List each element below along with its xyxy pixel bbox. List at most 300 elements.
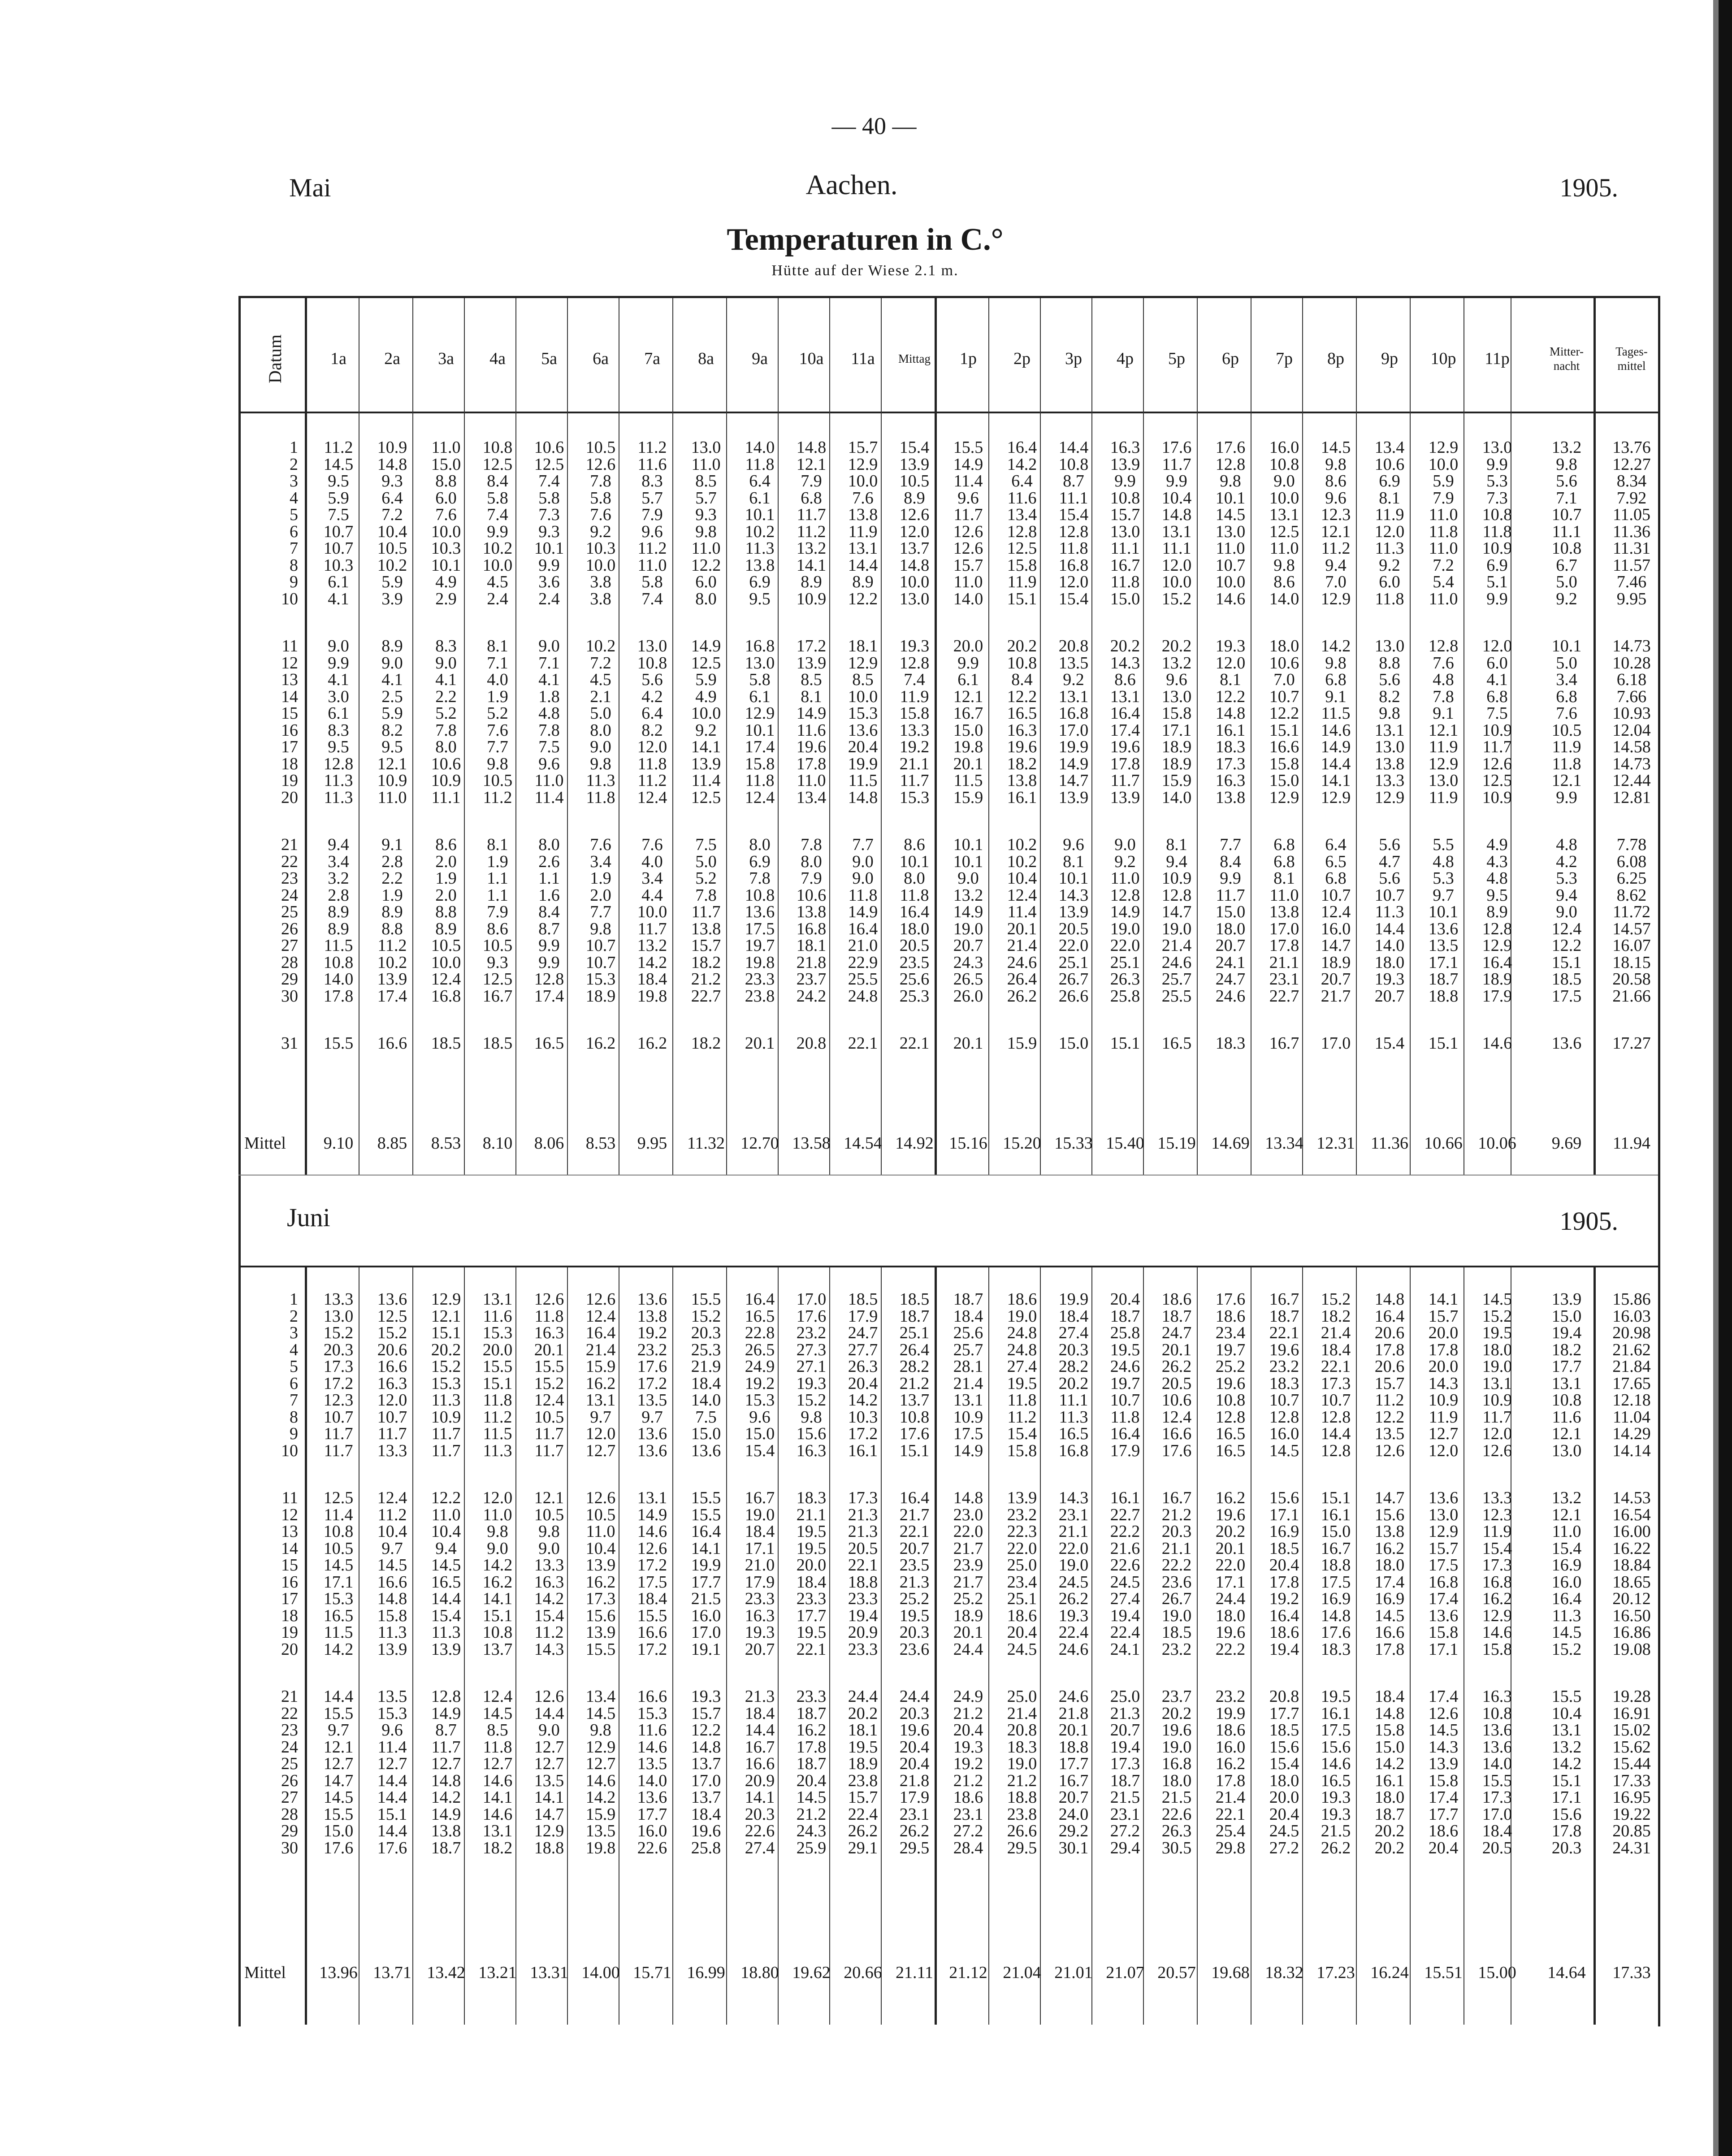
temperature-cell: 13.0 — [1374, 737, 1405, 756]
temperature-cell: 5.7 — [641, 488, 663, 508]
mittel-cell: 20.66 — [844, 1963, 882, 1982]
temperature-cell: 16.2 — [1482, 1589, 1512, 1608]
temperature-cell: 5.0 — [1556, 653, 1577, 672]
temperature-cell: 23.2 — [637, 1340, 667, 1359]
temperature-cell: 20.3 — [691, 1323, 721, 1342]
temperature-cell: 13.5 — [585, 1822, 616, 1840]
temperature-cell: 23.3 — [848, 1640, 878, 1659]
temperature-cell: 17.8 — [1269, 1572, 1299, 1592]
temperature-cell: 29.1 — [848, 1838, 878, 1857]
table-row — [0, 1425, 1732, 1443]
temperature-cell: 9.5 — [328, 737, 349, 756]
temperature-cell: 18.65 — [1612, 1572, 1651, 1592]
temperature-cell: 16.91 — [1612, 1704, 1651, 1723]
temperature-cell: 26.2 — [1058, 1589, 1089, 1608]
temperature-cell: 19.5 — [848, 1737, 878, 1757]
temperature-cell: 22.1 — [1269, 1323, 1299, 1342]
temperature-cell: 19.5 — [1110, 1340, 1140, 1359]
temperature-cell: 14.6 — [482, 1771, 513, 1790]
temperature-cell: 9.5 — [381, 737, 403, 756]
temperature-cell: 11.3 — [324, 771, 353, 790]
temperature-cell: 20.6 — [377, 1340, 407, 1359]
temperature-cell: 15.0 — [745, 1424, 775, 1443]
temperature-cell: 18.4 — [637, 1589, 667, 1608]
temperature-cell: 10.8 — [1482, 1704, 1512, 1723]
temperature-cell: 19.3 — [1321, 1805, 1351, 1824]
temperature-cell: 10.6 — [1161, 1391, 1192, 1410]
date-label: 7 — [290, 539, 298, 558]
temperature-cell: 14.1 — [691, 737, 721, 756]
temperature-cell: 14.5 — [1215, 505, 1246, 524]
temperature-cell: 4.8 — [1556, 835, 1577, 854]
temperature-cell: 19.3 — [1321, 1788, 1351, 1807]
temperature-cell: 14.5 — [1551, 1623, 1582, 1642]
table-row — [0, 755, 1732, 773]
temperature-cell: 16.00 — [1612, 1522, 1651, 1541]
temperature-cell: 14.5 — [377, 1556, 407, 1575]
temperature-cell: 29.8 — [1215, 1838, 1246, 1857]
temperature-cell: 13.9 — [899, 455, 930, 474]
temperature-cell: 19.2 — [1269, 1589, 1299, 1608]
temperature-cell: 17.4 — [745, 737, 775, 756]
temperature-cell: 11.5 — [324, 1623, 353, 1642]
temperature-cell: 9.3 — [695, 505, 717, 524]
temperature-cell: 22.1 — [848, 1556, 878, 1575]
temperature-cell: 18.4 — [691, 1805, 721, 1824]
temperature-cell: 15.7 — [1428, 1539, 1459, 1558]
temperature-cell: 1.9 — [435, 869, 457, 888]
temperature-cell: 7.3 — [538, 505, 560, 524]
temperature-cell: 20.4 — [1269, 1556, 1299, 1575]
date-label: 21 — [281, 1687, 298, 1706]
temperature-cell: 16.4 — [745, 1290, 775, 1309]
temperature-cell: 9.6 — [1166, 670, 1187, 689]
temperature-cell: 5.9 — [1433, 472, 1454, 490]
temperature-cell: 8.9 — [852, 573, 874, 591]
temperature-cell: 7.6 — [435, 505, 457, 524]
temperature-cell: 16.3 — [1007, 720, 1037, 740]
temperature-cell: 17.0 — [691, 1623, 721, 1642]
temperature-cell: 16.3 — [745, 1606, 775, 1625]
temperature-cell: 10.8 — [745, 885, 775, 905]
temperature-cell: 8.1 — [487, 835, 508, 854]
temperature-cell: 5.2 — [435, 704, 457, 723]
temperature-cell: 18.9 — [953, 1606, 983, 1625]
temperature-cell: 10.0 — [1161, 573, 1192, 591]
temperature-cell: 8.9 — [328, 902, 349, 921]
temperature-cell: 7.0 — [1325, 573, 1347, 591]
temperature-cell: 15.6 — [1269, 1737, 1299, 1757]
temperature-cell: 25.0 — [1007, 1556, 1037, 1575]
temperature-cell: 12.3 — [323, 1391, 354, 1410]
table-subtitle: Hütte auf der Wiese 2.1 m. — [771, 262, 959, 279]
temperature-cell: 19.6 — [1269, 1340, 1299, 1359]
temperature-cell: 13.4 — [1374, 438, 1405, 457]
date-label: 30 — [281, 1838, 298, 1857]
temperature-cell: 19.9 — [1058, 1290, 1089, 1309]
temperature-cell: 11.3 — [1375, 902, 1404, 921]
temperature-cell: 8.6 — [487, 919, 508, 938]
temperature-cell: 24.1 — [1110, 1640, 1140, 1659]
temperature-cell: 10.2 — [1007, 835, 1037, 854]
temperature-cell: 17.3 — [1321, 1374, 1351, 1393]
temperature-cell: 14.3 — [1428, 1737, 1459, 1757]
temperature-cell: 11.8 — [586, 788, 615, 807]
temperature-cell: 11.4 — [377, 1737, 407, 1757]
temperature-cell: 6.4 — [381, 488, 403, 508]
temperature-cell: 15.2 — [1321, 1290, 1351, 1309]
temperature-cell: 15.6 — [1551, 1805, 1582, 1824]
temperature-cell: 11.8 — [1110, 1407, 1140, 1427]
temperature-cell: 16.4 — [899, 1488, 930, 1507]
temperature-cell: 21.7 — [953, 1539, 983, 1558]
temperature-cell: 10.7 — [1269, 1391, 1299, 1410]
temperature-cell: 18.9 — [1161, 737, 1192, 756]
mittel-cell: 13.58 — [792, 1134, 831, 1153]
temperature-cell: 23.3 — [796, 1589, 827, 1608]
temperature-cell: 18.8 — [1428, 986, 1459, 1006]
temperature-cell: 15.8 — [745, 754, 775, 773]
temperature-cell: 6.0 — [435, 488, 457, 508]
temperature-cell: 4.5 — [590, 670, 611, 689]
temperature-cell: 14.4 — [1374, 919, 1405, 938]
temperature-cell: 14.1 — [1321, 771, 1351, 790]
temperature-cell: 9.2 — [695, 720, 717, 740]
temperature-cell: 12.9 — [1428, 754, 1459, 773]
temperature-cell: 16.3 — [377, 1374, 407, 1393]
temperature-cell: 10.0 — [482, 555, 513, 575]
temperature-cell: 16.5 — [1215, 1441, 1246, 1460]
column-header: 10p — [1430, 349, 1456, 368]
temperature-cell: 24.4 — [848, 1687, 878, 1706]
temperature-cell: 2.4 — [487, 589, 508, 608]
temperature-cell: 15.5 — [323, 1704, 354, 1723]
column-header — [1537, 314, 1596, 403]
temperature-cell: 18.2 — [1551, 1340, 1582, 1359]
temperature-cell: 26.5 — [953, 970, 983, 989]
temperature-cell: 10.2 — [745, 522, 775, 541]
temperature-cell: 24.6 — [1058, 1640, 1089, 1659]
temperature-cell: 6.1 — [749, 687, 771, 706]
temperature-cell: 12.4 — [1007, 885, 1037, 905]
temperature-cell: 8.0 — [801, 852, 822, 871]
temperature-cell: 17.7 — [1058, 1754, 1089, 1773]
temperature-cell: 12.6 — [585, 1290, 616, 1309]
temperature-cell: 13.2 — [637, 936, 667, 955]
mittel-cell: 14.64 — [1547, 1963, 1586, 1982]
temperature-cell: 7.7 — [852, 835, 874, 854]
temperature-cell: 2.2 — [381, 869, 403, 888]
temperature-cell: 8.4 — [538, 902, 560, 921]
temperature-cell: 27.3 — [796, 1340, 827, 1359]
temperature-cell: 20.1 — [1161, 1340, 1192, 1359]
temperature-cell: 3.2 — [328, 869, 349, 888]
temperature-cell: 13.0 — [1482, 438, 1512, 457]
temperature-cell: 7.5 — [538, 737, 560, 756]
table-row — [0, 688, 1732, 706]
temperature-cell: 5.9 — [695, 670, 717, 689]
temperature-cell: 12.5 — [691, 788, 721, 807]
column-header: 3a — [438, 349, 454, 368]
temperature-cell: 8.5 — [801, 670, 822, 689]
temperature-cell: 15.0 — [1321, 1522, 1351, 1541]
temperature-cell: 19.3 — [1215, 637, 1246, 655]
temperature-cell: 9.8 — [590, 754, 611, 773]
table-title: Temperaturen in C.° — [727, 222, 1004, 257]
temperature-cell: 14.2 — [323, 1640, 354, 1659]
temperature-cell: 9.0 — [1556, 902, 1577, 921]
temperature-cell: 12.8 — [1110, 885, 1140, 905]
temperature-cell: 13.1 — [848, 539, 878, 558]
temperature-cell: 10.8 — [1551, 1391, 1582, 1410]
temperature-cell: 14.1 — [534, 1788, 564, 1807]
temperature-cell: 13.0 — [1428, 771, 1459, 790]
temperature-cell: 25.5 — [1161, 986, 1192, 1006]
temperature-cell: 15.4 — [899, 438, 930, 457]
temperature-cell: 7.2 — [590, 653, 611, 672]
column-header: 5p — [1168, 349, 1185, 368]
temperature-cell: 10.1 — [953, 835, 983, 854]
temperature-cell: 19.0 — [1058, 1556, 1089, 1575]
mittel-cell: 8.53 — [585, 1134, 616, 1153]
table-row — [0, 1755, 1732, 1773]
temperature-cell: 11.6 — [1552, 1407, 1581, 1427]
temperature-cell: 9.0 — [1114, 835, 1136, 854]
temperature-cell: 15.3 — [637, 1704, 667, 1723]
temperature-cell: 16.9 — [1374, 1589, 1405, 1608]
temperature-cell: 19.6 — [691, 1822, 721, 1840]
temperature-cell: 6.0 — [1379, 573, 1400, 591]
temperature-cell: 18.4 — [796, 1572, 827, 1592]
temperature-cell: 6.9 — [1379, 472, 1400, 490]
temperature-cell: 14.2 — [534, 1589, 564, 1608]
temperature-cell: 17.8 — [1374, 1340, 1405, 1359]
temperature-cell: 7.46 — [1616, 573, 1647, 591]
temperature-cell: 6.8 — [1273, 852, 1295, 871]
temperature-cell: 10.0 — [431, 953, 461, 972]
mittel-cell: 15.71 — [633, 1963, 671, 1982]
temperature-cell: 22.0 — [953, 1522, 983, 1541]
temperature-cell: 15.3 — [377, 1704, 407, 1723]
temperature-cell: 13.8 — [431, 1822, 461, 1840]
table-row — [0, 1523, 1732, 1540]
temperature-cell: 27.4 — [1058, 1323, 1089, 1342]
table-row — [0, 1788, 1732, 1806]
temperature-cell: 16.8 — [1482, 1572, 1512, 1592]
temperature-cell: 15.0 — [691, 1424, 721, 1443]
temperature-cell: 25.2 — [1215, 1357, 1246, 1376]
date-label: 23 — [281, 1721, 298, 1740]
temperature-cell: 14.6 — [1215, 589, 1246, 608]
datum-header: Datum — [264, 334, 285, 383]
temperature-cell: 25.1 — [899, 1323, 930, 1342]
temperature-cell: 15.4 — [745, 1441, 775, 1460]
mittel-row — [0, 1134, 1732, 1152]
temperature-cell: 11.4 — [1007, 902, 1037, 921]
temperature-cell: 13.3 — [377, 1441, 407, 1460]
temperature-cell: 16.6 — [745, 1754, 775, 1773]
temperature-cell: 11.9 — [1429, 1407, 1458, 1427]
temperature-cell: 8.1 — [1166, 835, 1187, 854]
temperature-cell: 16.7 — [953, 704, 983, 723]
temperature-cell: 17.9 — [848, 1306, 878, 1326]
temperature-cell: 26.4 — [1007, 970, 1037, 989]
table-row — [0, 671, 1732, 689]
temperature-cell: 8.5 — [695, 472, 717, 490]
temperature-cell: 16.7 — [1321, 1539, 1351, 1558]
column-header: 4p — [1117, 349, 1134, 368]
temperature-cell: 9.6 — [957, 488, 979, 508]
column-header: 1a — [330, 349, 346, 368]
temperature-cell: 14.0 — [1161, 788, 1192, 807]
temperature-cell: 24.5 — [1058, 1572, 1089, 1592]
temperature-cell: 9.7 — [641, 1407, 663, 1427]
temperature-cell: 13.5 — [637, 1754, 667, 1773]
temperature-cell: 27.7 — [848, 1340, 878, 1359]
temperature-cell: 18.5 — [482, 1034, 513, 1053]
temperature-cell: 18.4 — [1058, 1306, 1089, 1326]
temperature-cell: 8.62 — [1616, 885, 1647, 905]
temperature-cell: 15.4 — [1482, 1539, 1512, 1558]
temperature-cell: 12.8 — [1269, 1407, 1299, 1427]
temperature-cell: 11.5 — [1321, 704, 1351, 723]
temperature-cell: 20.4 — [796, 1771, 827, 1790]
date-label: 9 — [290, 573, 298, 591]
date-label: 15 — [281, 1556, 298, 1575]
temperature-cell: 12.2 — [848, 589, 878, 608]
temperature-cell: 11.1 — [1059, 1391, 1088, 1410]
temperature-cell: 10.7 — [377, 1407, 407, 1427]
temperature-cell: 26.7 — [1058, 970, 1089, 989]
temperature-cell: 7.9 — [487, 902, 508, 921]
temperature-cell: 9.4 — [1166, 852, 1187, 871]
temperature-cell: 12.7 — [323, 1754, 354, 1773]
temperature-cell: 12.8 — [1321, 1441, 1351, 1460]
temperature-cell: 20.5 — [848, 1539, 878, 1558]
temperature-cell: 24.1 — [1215, 953, 1246, 972]
temperature-cell: 15.8 — [1428, 1623, 1459, 1642]
temperature-cell: 15.8 — [1428, 1771, 1459, 1790]
temperature-cell: 20.2 — [1058, 1374, 1089, 1393]
temperature-cell: 11.9 — [1429, 788, 1458, 807]
table-row — [0, 455, 1732, 473]
table-row — [0, 836, 1732, 854]
temperature-cell: 14.6 — [637, 1737, 667, 1757]
temperature-cell: 12.1 — [1551, 771, 1582, 790]
temperature-cell: 26.3 — [1161, 1822, 1192, 1840]
temperature-cell: 26.3 — [1110, 970, 1140, 989]
temperature-cell: 12.0 — [1161, 555, 1192, 575]
temperature-cell: 8.2 — [641, 720, 663, 740]
temperature-cell: 14.3 — [534, 1640, 564, 1659]
temperature-cell: 14.8 — [1321, 1606, 1351, 1625]
temperature-cell: 18.0 — [1215, 1606, 1246, 1625]
mittel-cell: 9.10 — [323, 1134, 354, 1153]
temperature-cell: 13.6 — [637, 1290, 667, 1309]
temperature-cell: 9.8 — [590, 1721, 611, 1740]
temperature-cell: 15.8 — [1007, 1441, 1037, 1460]
temperature-cell: 12.8 — [1321, 1407, 1351, 1427]
temperature-cell: 7.8 — [435, 720, 457, 740]
temperature-cell: 24.4 — [1215, 1589, 1246, 1608]
date-label: 6 — [290, 522, 298, 541]
temperature-cell: 10.2 — [377, 953, 407, 972]
temperature-cell: 12.6 — [1428, 1704, 1459, 1723]
temperature-cell: 6.8 — [1273, 835, 1295, 854]
temperature-cell: 16.1 — [1110, 1488, 1140, 1507]
temperature-cell: 7.6 — [641, 835, 663, 854]
date-label: 29 — [281, 1822, 298, 1840]
temperature-cell: 5.8 — [749, 670, 771, 689]
temperature-cell: 11.3 — [1375, 539, 1404, 558]
temperature-cell: 15.1 — [1551, 1771, 1582, 1790]
temperature-cell: 12.0 — [1374, 522, 1405, 541]
temperature-cell: 21.0 — [745, 1556, 775, 1575]
temperature-cell: 5.3 — [1433, 869, 1454, 888]
temperature-cell: 17.8 — [1374, 1640, 1405, 1659]
temperature-cell: 4.2 — [641, 687, 663, 706]
temperature-cell: 13.2 — [1551, 1488, 1582, 1507]
temperature-cell: 11.2 — [1007, 1407, 1037, 1427]
temperature-cell: 24.7 — [1215, 970, 1246, 989]
temperature-cell: 17.3 — [1215, 754, 1246, 773]
temperature-cell: 14.8 — [1161, 505, 1192, 524]
temperature-cell: 12.2 — [1007, 687, 1037, 706]
temperature-cell: 19.3 — [1058, 1606, 1089, 1625]
temperature-cell: 18.7 — [899, 1306, 930, 1326]
temperature-cell: 17.2 — [637, 1640, 667, 1659]
temperature-cell: 9.5 — [328, 472, 349, 490]
temperature-cell: 14.8 — [848, 788, 878, 807]
temperature-cell: 8.7 — [538, 919, 560, 938]
temperature-cell: 8.0 — [695, 589, 717, 608]
mittel-cell: 17.23 — [1316, 1963, 1355, 1982]
temperature-cell: 22.4 — [1058, 1623, 1089, 1642]
temperature-cell: 28.2 — [899, 1357, 930, 1376]
temperature-cell: 20.8 — [1007, 1721, 1037, 1740]
temperature-cell: 6.25 — [1616, 869, 1647, 888]
temperature-cell: 14.7 — [534, 1805, 564, 1824]
temperature-cell: 15.0 — [1551, 1306, 1582, 1326]
table-row — [0, 1391, 1732, 1409]
temperature-cell: 19.4 — [1551, 1323, 1582, 1342]
temperature-cell: 17.9 — [1482, 986, 1512, 1006]
temperature-cell: 15.8 — [899, 704, 930, 723]
temperature-cell: 16.7 — [1110, 555, 1140, 575]
temperature-cell: 13.2 — [1551, 1737, 1582, 1757]
temperature-cell: 21.4 — [953, 1374, 983, 1393]
temperature-cell: 16.3 — [796, 1441, 827, 1460]
temperature-cell: 15.0 — [1110, 589, 1140, 608]
temperature-cell: 11.72 — [1612, 902, 1651, 921]
column-header: 1p — [960, 349, 977, 368]
table-row — [0, 1623, 1732, 1641]
table-row — [0, 539, 1732, 557]
column-header: 11a — [851, 349, 875, 368]
temperature-cell: 9.4 — [1556, 885, 1577, 905]
temperature-cell: 14.4 — [431, 1589, 461, 1608]
temperature-cell: 20.7 — [953, 936, 983, 955]
temperature-cell: 19.2 — [745, 1374, 775, 1393]
temperature-cell: 9.2 — [1379, 555, 1400, 575]
temperature-cell: 7.5 — [328, 505, 349, 524]
temperature-cell: 11.0 — [1269, 539, 1299, 558]
temperature-cell: 19.0 — [745, 1505, 775, 1524]
temperature-cell: 20.1 — [534, 1340, 564, 1359]
temperature-cell: 11.7 — [953, 505, 983, 524]
temperature-cell: 8.0 — [538, 835, 560, 854]
temperature-cell: 27.2 — [1269, 1838, 1299, 1857]
